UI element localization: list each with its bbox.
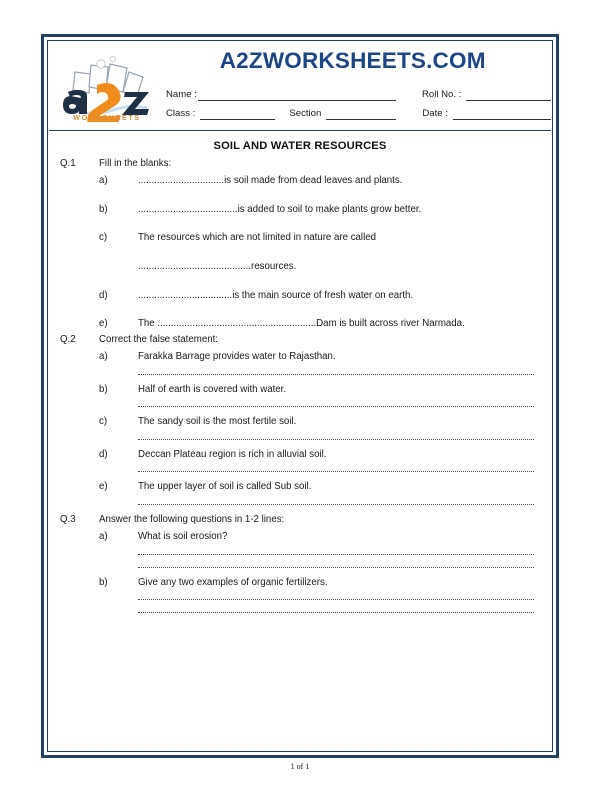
item-text: Half of earth is covered with water. [138,383,287,395]
student-fields [155,82,551,120]
worksheet-page-frame-inner [47,40,553,752]
item-text: ...................................is the main source of fresh water on earth. [138,289,414,301]
item-letter: c) [99,232,108,244]
question-item [60,449,540,462]
worksheet-page-frame [41,34,559,758]
item-letter: b) [99,203,108,215]
item-text: The ...........................................................Dam is built across river Narmada. [138,318,465,330]
item-spacer [60,305,540,318]
question-item [60,531,540,544]
field-row-name [155,82,551,101]
item-text: The resources which are not limited in nature are called [138,232,377,244]
worksheet-title: SOIL AND WATER RESOURCES [213,140,387,152]
brand-title: A2ZWORKSHEETS.COM [219,48,486,73]
item-text: ................................is soil made from dead leaves and plants. [138,175,403,187]
answer-line[interactable] [138,598,534,600]
section-input[interactable] [326,108,396,120]
question-item [60,577,540,590]
page-footer [41,762,559,771]
question-item [60,232,540,245]
question-block [60,334,540,514]
worksheet-body [49,131,551,622]
item-gap [60,568,540,577]
item-letter: c) [99,416,108,428]
worksheet-sheet [49,42,551,750]
page-indicator: 1 of 1 [290,762,310,771]
question-item [60,481,540,494]
question-item [60,204,540,217]
item-text: The sandy soil is the most fertile soil. [138,416,297,428]
question-heading [60,158,540,170]
question-number: Q.2 [60,333,76,345]
item-letter: a) [99,531,108,543]
roll-input[interactable] [466,89,551,101]
item-gap [60,440,540,449]
questions-list [60,158,540,622]
item-letter: d) [99,289,108,301]
question-heading [60,514,540,526]
question-item [60,384,540,397]
name-label: Name : [166,88,197,100]
section-label: Section [289,107,322,119]
item-letter-blank [99,261,138,274]
field-row-class [155,101,551,120]
item-letter: b) [99,576,108,588]
item-letter: e) [99,318,108,330]
question-prompt: Correct the false statement: [99,333,218,345]
item-text: Deccan Plateau region is rich in alluvial soil. [138,448,327,460]
question-prompt: Answer the following questions in 1-2 lines: [99,513,285,525]
logo-cell [49,42,155,130]
name-input[interactable] [198,89,396,101]
item-spacer [60,248,540,261]
question-item-continuation [60,261,540,274]
question-item [60,175,540,188]
item-letter: b) [99,383,108,395]
item-text: Farakka Barrage provides water to Rajasthan. [138,350,336,362]
item-gap [60,613,540,622]
date-input[interactable] [453,108,551,120]
question-prompt: Fill in the blanks: [99,158,172,169]
item-letter: e) [99,481,108,493]
answer-line[interactable] [138,553,534,555]
item-spacer [60,191,540,204]
item-gap [60,472,540,481]
item-letter: d) [99,448,108,460]
item-gap [60,505,540,514]
item-text: The upper layer of soil is called Sub soil. [138,481,312,493]
item-text: Give any two examples of organic fertilizers. [138,576,328,588]
item-text: What is soil erosion? [138,531,228,543]
class-input[interactable] [200,108,275,120]
roll-label: Roll No. : [421,88,462,100]
date-label: Date : [422,107,448,119]
worksheet-header [49,42,551,131]
header-right [155,42,551,130]
item-letter: a) [99,350,108,362]
item-gap [60,407,540,416]
question-number: Q.3 [60,513,76,525]
logo-subtext: WORKSHEETS [73,113,141,122]
question-block [60,158,540,331]
a2z-worksheets-logo[interactable] [61,52,153,122]
question-item [60,416,540,429]
question-heading [60,334,540,346]
question-number: Q.1 [60,158,76,169]
item-text: .....................................is added to soil to make plants grow better. [138,203,422,215]
item-text-continuation: ..........................................resources. [138,260,297,272]
item-gap [60,375,540,384]
item-letter: a) [99,175,108,187]
question-block [60,514,540,622]
question-item [60,290,540,303]
item-spacer [60,277,540,290]
item-spacer [60,219,540,232]
question-item [60,351,540,364]
class-label: Class : [166,107,196,119]
question-item [60,318,540,331]
